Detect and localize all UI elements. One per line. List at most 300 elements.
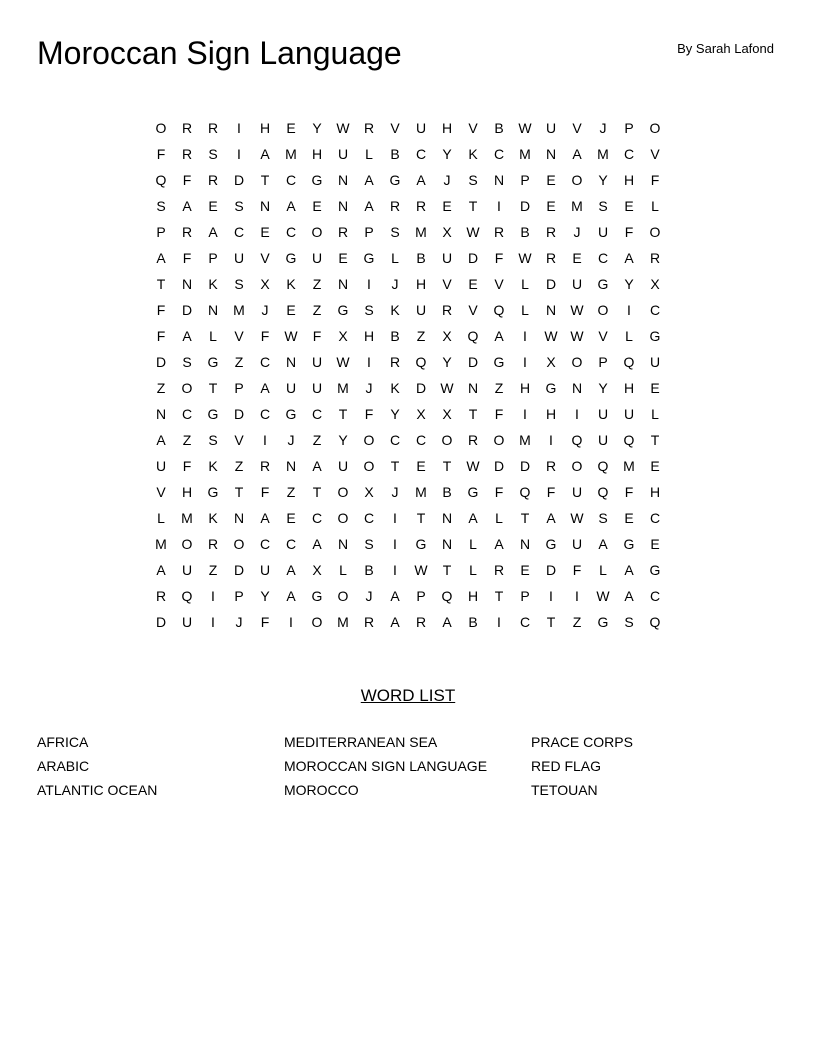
grid-cell: W	[466, 458, 480, 474]
grid-cell: F	[494, 484, 504, 500]
grid-cell: U	[311, 354, 323, 370]
grid-cell: A	[156, 562, 166, 578]
grid-cell: G	[597, 276, 609, 292]
grid-cell: Z	[494, 380, 504, 396]
grid-cell: H	[623, 380, 635, 396]
grid-cell: E	[416, 458, 426, 474]
grid-cell: G	[545, 380, 557, 396]
grid-cell: X	[260, 276, 270, 292]
grid-cell: O	[337, 484, 349, 500]
grid-cell: I	[393, 562, 397, 578]
grid-cell: S	[234, 198, 244, 214]
grid-cell: F	[624, 224, 634, 240]
grid-cell: U	[597, 432, 609, 448]
grid-cell: U	[597, 224, 609, 240]
grid-cell: X	[546, 354, 556, 370]
grid-cell: G	[285, 250, 297, 266]
grid-cell: A	[208, 224, 218, 240]
grid-cell: U	[233, 250, 245, 266]
grid-cell: C	[649, 510, 661, 526]
grid-cell: H	[441, 120, 453, 136]
grid-cell: T	[442, 562, 452, 578]
grid-cell: Z	[312, 432, 322, 448]
grid-cell: Y	[598, 380, 608, 396]
grid-cell: D	[545, 276, 557, 292]
grid-cell: U	[311, 250, 323, 266]
grid-cell: G	[207, 354, 219, 370]
grid-cell: W	[284, 328, 298, 344]
grid-cell: J	[235, 614, 243, 630]
word-list-column-3	[531, 730, 633, 802]
grid-cell: W	[336, 354, 350, 370]
grid-cell: G	[493, 354, 505, 370]
grid-cell: R	[415, 198, 427, 214]
word-list-item: TETOUAN	[531, 782, 598, 798]
grid-cell: A	[260, 146, 270, 162]
grid-cell: K	[286, 276, 296, 292]
grid-cell: C	[285, 224, 297, 240]
grid-cell: R	[415, 614, 427, 630]
grid-cell: Z	[182, 432, 192, 448]
grid-cell: U	[155, 458, 167, 474]
grid-cell: T	[494, 588, 504, 604]
grid-cell: R	[155, 588, 167, 604]
grid-cell: N	[337, 198, 349, 214]
grid-cell: H	[259, 120, 271, 136]
grid-cell: K	[390, 380, 400, 396]
author-byline: By Sarah Lafond	[677, 41, 774, 56]
grid-cell: A	[312, 536, 322, 552]
word-list-column-1	[37, 730, 157, 802]
grid-cell: O	[311, 224, 323, 240]
grid-cell: E	[286, 510, 296, 526]
grid-cell: A	[156, 432, 166, 448]
grid-cell: C	[259, 536, 271, 552]
grid-cell: I	[549, 432, 553, 448]
grid-cell: I	[497, 198, 501, 214]
grid-cell: I	[497, 614, 501, 630]
grid-cell: Y	[312, 120, 322, 136]
grid-cell: U	[285, 380, 297, 396]
grid-cell: F	[182, 250, 192, 266]
grid-cell: O	[155, 120, 167, 136]
grid-cell: C	[259, 354, 271, 370]
grid-cell: I	[393, 510, 397, 526]
grid-row	[148, 375, 668, 401]
grid-cell: V	[468, 302, 478, 318]
grid-cell: X	[416, 406, 426, 422]
grid-cell: F	[572, 562, 582, 578]
grid-cell: A	[286, 562, 296, 578]
grid-cell: Q	[571, 432, 583, 448]
grid-cell: J	[261, 302, 269, 318]
grid-row	[148, 427, 668, 453]
grid-cell: V	[572, 120, 582, 136]
grid-cell: R	[207, 172, 219, 188]
grid-cell: N	[181, 276, 193, 292]
grid-row	[148, 505, 668, 531]
grid-cell: A	[442, 614, 452, 630]
grid-cell: F	[260, 614, 270, 630]
grid-cell: F	[260, 328, 270, 344]
grid-cell: R	[493, 562, 505, 578]
grid-cell: Q	[415, 354, 427, 370]
grid-cell: M	[597, 146, 609, 162]
grid-cell: I	[211, 614, 215, 630]
grid-cell: S	[598, 198, 608, 214]
grid-cell: A	[286, 588, 296, 604]
grid-cell: N	[545, 302, 557, 318]
grid-cell: W	[518, 250, 532, 266]
word-list-heading-wrap	[0, 685, 816, 707]
grid-cell: N	[337, 172, 349, 188]
grid-cell: U	[181, 614, 193, 630]
grid-cell: T	[650, 432, 660, 448]
grid-cell: B	[364, 562, 374, 578]
word-list-item: MEDITERRANEAN SEA	[284, 734, 438, 750]
grid-cell: U	[571, 484, 583, 500]
grid-cell: C	[649, 588, 661, 604]
grid-cell: T	[390, 458, 400, 474]
grid-cell: V	[234, 432, 244, 448]
grid-cell: S	[208, 432, 218, 448]
grid-cell: F	[182, 172, 192, 188]
grid-cell: W	[570, 510, 584, 526]
grid-cell: G	[207, 484, 219, 500]
grid-cell: I	[393, 536, 397, 552]
grid-cell: X	[650, 276, 660, 292]
grid-cell: E	[520, 562, 530, 578]
grid-cell: E	[650, 458, 660, 474]
grid-cell: A	[182, 198, 192, 214]
grid-cell: O	[571, 172, 583, 188]
grid-cell: R	[259, 458, 271, 474]
grid-cell: J	[391, 484, 399, 500]
grid-cell: F	[156, 146, 166, 162]
grid-cell: O	[493, 432, 505, 448]
grid-cell: R	[545, 458, 557, 474]
grid-cell: M	[415, 224, 427, 240]
word-list-item: ARABIC	[37, 758, 90, 774]
grid-cell: L	[209, 328, 217, 344]
grid-cell: X	[442, 224, 452, 240]
grid-cell: I	[627, 302, 631, 318]
grid-cell: J	[365, 380, 373, 396]
word-list-column-2	[284, 730, 487, 802]
grid-row	[148, 115, 668, 141]
grid-cell: T	[442, 458, 452, 474]
grid-cell: T	[520, 510, 530, 526]
grid-cell: D	[519, 458, 531, 474]
grid-cell: G	[311, 172, 323, 188]
grid-cell: U	[337, 458, 349, 474]
grid-cell: N	[441, 536, 453, 552]
grid-cell: I	[523, 406, 527, 422]
grid-cell: N	[285, 354, 297, 370]
grid-cell: S	[234, 276, 244, 292]
grid-cell: G	[597, 614, 609, 630]
grid-row	[148, 531, 668, 557]
grid-cell: N	[337, 276, 349, 292]
grid-cell: I	[367, 276, 371, 292]
word-list-heading: WORD LIST	[360, 686, 456, 705]
grid-cell: O	[597, 302, 609, 318]
grid-cell: A	[624, 562, 634, 578]
grid-cell: H	[311, 146, 323, 162]
grid-cell: Y	[624, 276, 634, 292]
grid-cell: C	[233, 224, 245, 240]
grid-cell: A	[260, 510, 270, 526]
grid-cell: M	[285, 146, 297, 162]
grid-cell: O	[311, 614, 323, 630]
grid-cell: I	[523, 354, 527, 370]
grid-cell: L	[469, 536, 477, 552]
grid-cell: Q	[597, 484, 609, 500]
grid-cell: D	[545, 562, 557, 578]
grid-cell: K	[468, 146, 478, 162]
grid-cell: W	[570, 302, 584, 318]
grid-cell: H	[519, 380, 531, 396]
grid-cell: B	[494, 120, 504, 136]
grid-cell: C	[519, 614, 531, 630]
grid-cell: T	[468, 406, 478, 422]
grid-cell: E	[260, 224, 270, 240]
grid-cell: P	[624, 120, 634, 136]
grid-cell: N	[207, 302, 219, 318]
grid-cell: I	[549, 588, 553, 604]
grid-cell: I	[237, 120, 241, 136]
grid-cell: J	[443, 172, 451, 188]
grid-cell: I	[237, 146, 241, 162]
grid-cell: U	[415, 302, 427, 318]
grid-cell: Y	[598, 172, 608, 188]
grid-row	[148, 323, 668, 349]
grid-cell: Z	[286, 484, 296, 500]
grid-cell: O	[363, 432, 375, 448]
grid-cell: J	[391, 276, 399, 292]
grid-cell: P	[364, 224, 374, 240]
grid-cell: G	[415, 536, 427, 552]
grid-cell: H	[545, 406, 557, 422]
grid-cell: F	[650, 172, 660, 188]
grid-cell: N	[337, 536, 349, 552]
grid-cell: E	[208, 198, 218, 214]
grid-cell: R	[363, 614, 375, 630]
grid-cell: L	[339, 562, 347, 578]
grid-cell: J	[287, 432, 295, 448]
grid-cell: P	[520, 588, 530, 604]
grid-row	[148, 609, 668, 635]
grid-cell: M	[623, 458, 635, 474]
grid-cell: A	[624, 588, 634, 604]
grid-row	[148, 479, 668, 505]
grid-cell: S	[182, 354, 192, 370]
page-title: Moroccan Sign Language	[37, 35, 402, 71]
grid-cell: R	[545, 224, 557, 240]
grid-cell: V	[260, 250, 270, 266]
grid-cell: X	[338, 328, 348, 344]
grid-cell: L	[365, 146, 373, 162]
grid-cell: L	[651, 406, 659, 422]
grid-cell: F	[312, 328, 322, 344]
grid-cell: S	[624, 614, 634, 630]
grid-cell: G	[623, 536, 635, 552]
grid-cell: K	[390, 302, 400, 318]
grid-cell: Z	[234, 458, 244, 474]
grid-cell: F	[546, 484, 556, 500]
word-list-item: RED FLAG	[531, 758, 602, 774]
grid-cell: T	[234, 484, 244, 500]
grid-cell: O	[337, 510, 349, 526]
grid-cell: I	[211, 588, 215, 604]
grid-row	[148, 401, 668, 427]
grid-cell: A	[260, 380, 270, 396]
grid-cell: M	[571, 198, 583, 214]
grid-cell: N	[441, 510, 453, 526]
grid-cell: Y	[338, 432, 348, 448]
grid-cell: M	[337, 614, 349, 630]
grid-cell: R	[389, 354, 401, 370]
grid-cell: T	[546, 614, 556, 630]
grid-cell: W	[414, 562, 428, 578]
grid-cell: E	[546, 198, 556, 214]
grid-cell: I	[289, 614, 293, 630]
grid-cell: F	[624, 484, 634, 500]
grid-cell: L	[625, 328, 633, 344]
grid-cell: U	[649, 354, 661, 370]
grid-cell: C	[389, 432, 401, 448]
grid-cell: Y	[442, 354, 452, 370]
grid-cell: W	[518, 120, 532, 136]
grid-cell: X	[442, 328, 452, 344]
grid-cell: I	[575, 406, 579, 422]
grid-cell: C	[311, 510, 323, 526]
grid-cell: D	[467, 250, 479, 266]
grid-cell: O	[233, 536, 245, 552]
grid-cell: N	[259, 198, 271, 214]
grid-cell: D	[155, 354, 167, 370]
grid-cell: X	[364, 484, 374, 500]
grid-cell: Z	[234, 354, 244, 370]
grid-cell: E	[442, 198, 452, 214]
grid-cell: U	[311, 380, 323, 396]
grid-cell: A	[390, 614, 400, 630]
grid-cell: M	[519, 432, 531, 448]
grid-cell: M	[519, 146, 531, 162]
grid-cell: O	[441, 432, 453, 448]
grid-cell: D	[233, 172, 245, 188]
grid-cell: A	[624, 250, 634, 266]
grid-row	[148, 271, 668, 297]
grid-cell: V	[442, 276, 452, 292]
grid-cell: W	[336, 120, 350, 136]
grid-cell: R	[493, 224, 505, 240]
grid-cell: O	[649, 120, 661, 136]
grid-cell: N	[571, 380, 583, 396]
grid-cell: C	[181, 406, 193, 422]
grid-cell: Q	[441, 588, 453, 604]
grid-cell: T	[312, 484, 322, 500]
grid-cell: V	[156, 484, 166, 500]
grid-cell: F	[494, 250, 504, 266]
grid-cell: M	[337, 380, 349, 396]
grid-cell: Q	[649, 614, 661, 630]
grid-cell: G	[337, 302, 349, 318]
grid-cell: C	[285, 172, 297, 188]
grid-cell: S	[390, 224, 400, 240]
grid-cell: Y	[260, 588, 270, 604]
grid-cell: T	[416, 510, 426, 526]
grid-cell: E	[650, 536, 660, 552]
grid-cell: P	[598, 354, 608, 370]
grid-cell: G	[207, 406, 219, 422]
grid-cell: R	[467, 432, 479, 448]
grid-cell: D	[233, 562, 245, 578]
grid-row	[148, 193, 668, 219]
grid-cell: P	[156, 224, 166, 240]
grid-cell: U	[441, 250, 453, 266]
grid-row	[148, 245, 668, 271]
grid-cell: I	[263, 432, 267, 448]
grid-cell: Y	[390, 406, 400, 422]
grid-cell: X	[312, 562, 322, 578]
grid-cell: Q	[181, 588, 193, 604]
grid-cell: E	[338, 250, 348, 266]
grid-cell: W	[596, 588, 610, 604]
grid-cell: G	[363, 250, 375, 266]
grid-cell: L	[157, 510, 165, 526]
grid-cell: L	[469, 562, 477, 578]
grid-cell: A	[546, 510, 556, 526]
grid-cell: Z	[416, 328, 426, 344]
grid-cell: A	[598, 536, 608, 552]
grid-cell: K	[208, 276, 218, 292]
grid-cell: D	[519, 198, 531, 214]
grid-cell: A	[468, 510, 478, 526]
grid-cell: U	[571, 536, 583, 552]
grid-cell: N	[467, 380, 479, 396]
grid-cell: D	[415, 380, 427, 396]
grid-cell: N	[155, 406, 167, 422]
grid-cell: O	[181, 536, 193, 552]
grid-cell: D	[181, 302, 193, 318]
grid-cell: N	[285, 458, 297, 474]
grid-cell: B	[520, 224, 530, 240]
grid-row	[148, 219, 668, 245]
grid-cell: A	[390, 588, 400, 604]
grid-cell: R	[441, 302, 453, 318]
word-list-item: ATLANTIC OCEAN	[37, 782, 158, 798]
grid-cell: B	[390, 328, 400, 344]
grid-row	[148, 557, 668, 583]
word-list-item: PRACE CORPS	[531, 734, 633, 750]
grid-cell: U	[259, 562, 271, 578]
grid-cell: C	[649, 302, 661, 318]
grid-cell: J	[599, 120, 607, 136]
grid-cell: B	[468, 614, 478, 630]
grid-cell: W	[440, 380, 454, 396]
grid-cell: A	[572, 146, 582, 162]
grid-cell: R	[545, 250, 557, 266]
grid-cell: E	[468, 276, 478, 292]
grid-cell: X	[442, 406, 452, 422]
grid-cell: E	[624, 198, 634, 214]
grid-cell: E	[312, 198, 322, 214]
grid-cell: F	[364, 406, 374, 422]
grid-cell: E	[286, 302, 296, 318]
grid-cell: Z	[312, 276, 322, 292]
grid-cell: E	[650, 380, 660, 396]
